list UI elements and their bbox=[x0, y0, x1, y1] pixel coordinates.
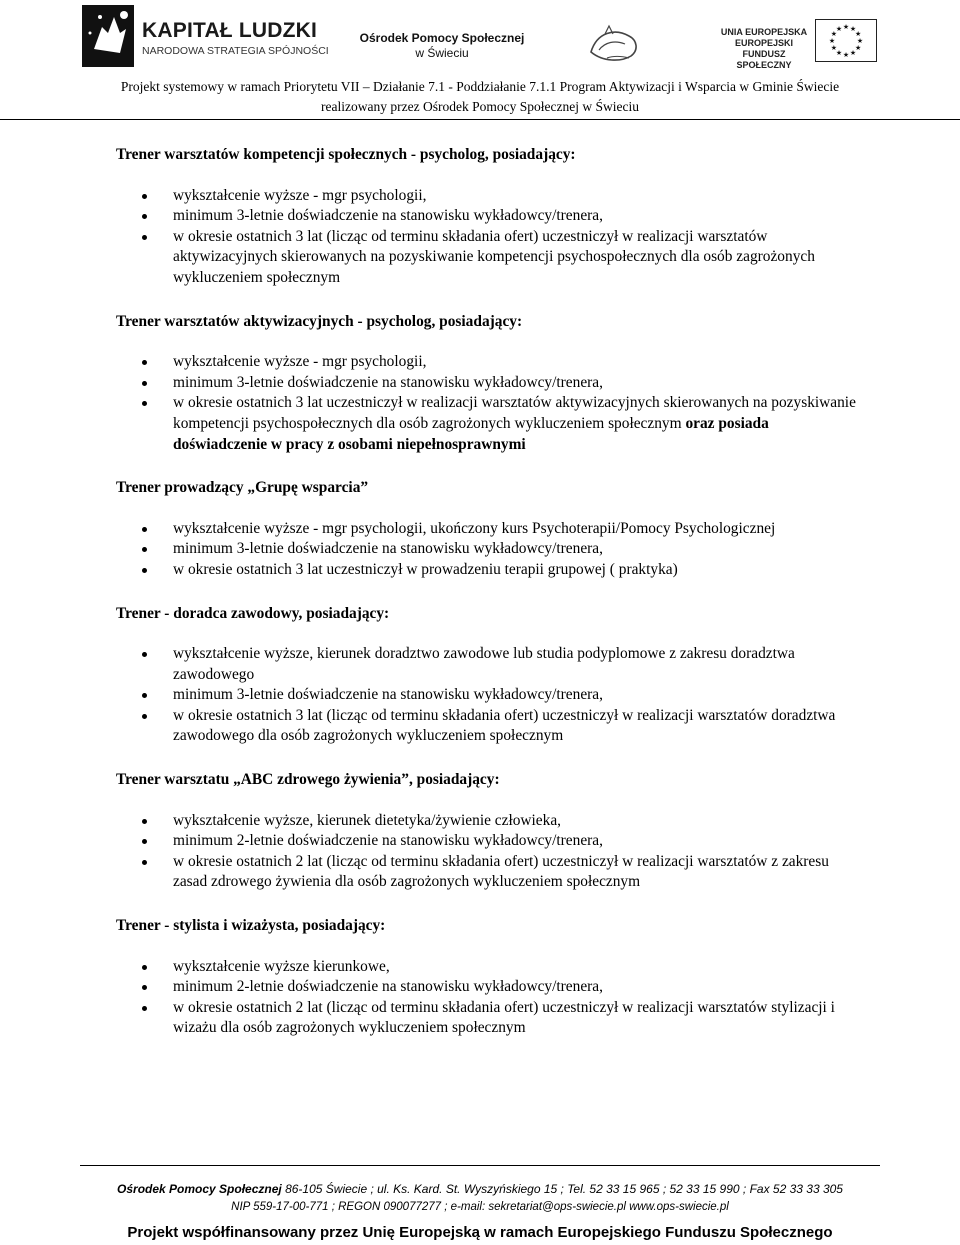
list-item: minimum 3-letnie doświadczenie na stanowisku wykładowcy/trenera, bbox=[173, 539, 856, 560]
list-item: w okresie ostatnich 3 lat (licząc od terminu składania ofert) uczestniczył w realizacji warsztatów doradztwa zawodowego dla osób zagrożonych wykluczeniem społecznym bbox=[173, 706, 856, 747]
kapital-ludzki-icon bbox=[80, 3, 140, 69]
section-title: Trener prowadzący „Grupę wsparcia” bbox=[116, 479, 369, 497]
list-item-bold-text: oraz posiada doświadczenie w pracy z osobami niepełnosprawnymi bbox=[173, 414, 769, 453]
section-psycholog-kompetencje bbox=[116, 145, 856, 289]
eu-line2: EUROPEJSKI bbox=[734, 38, 794, 48]
requirements-list bbox=[116, 644, 856, 747]
eu-star-icon: ★ bbox=[835, 49, 843, 58]
section-title: Trener warsztatów aktywizacyjnych - psycholog, posiadający: bbox=[116, 312, 523, 330]
section-psycholog-aktywizacja bbox=[116, 312, 856, 456]
ops-name bbox=[352, 31, 532, 61]
list-item: minimum 3-letnie doświadczenie na stanowisku wykładowcy/trenera, bbox=[173, 685, 856, 706]
section-grupa-wsparcia bbox=[116, 478, 856, 580]
list-item: minimum 2-letnie doświadczenie na stanowisku wykładowcy/trenera, bbox=[173, 831, 856, 852]
section-doradca-zawodowy bbox=[116, 604, 856, 748]
eu-star-icon: ★ bbox=[830, 44, 838, 52]
page-header bbox=[0, 0, 960, 120]
kapital-ludzki-logo bbox=[80, 3, 329, 69]
list-item: w okresie ostatnich 3 lat (licząc od terminu składania ofert) uczestniczył w realizacji warsztatów aktywizacyjnych skierowanych na pozyskiwanie kompetencji psychospołecznych dla osób zagrożonych wykluczeniem społecznym bbox=[173, 227, 856, 289]
eu-star-icon: ★ bbox=[828, 37, 836, 45]
list-item-text: w okresie ostatnich 3 lat uczestniczył w realizacji warsztatów aktywizacyjnych skierowanych na pozyskiwanie kompetencji psychospołecznych dla osób zagrożonych wykluczeniem społecznym bbox=[173, 394, 856, 432]
ops-swiecie-icon bbox=[585, 22, 645, 66]
eu-line3: FUNDUSZ SPOŁECZNY bbox=[736, 49, 792, 70]
list-item: w okresie ostatnich 2 lat (licząc od terminu składania ofert) uczestniczył w realizacji warsztatów stylizacji i wizażu dla osób zagrożonych wykluczeniem społecznym bbox=[173, 998, 856, 1039]
eu-line1: UNIA EUROPEJSKA bbox=[720, 27, 808, 37]
list-item: minimum 3-letnie doświadczenie na stanowisku wykładowcy/trenera, bbox=[173, 206, 856, 227]
section-title: Trener - stylista i wizażysta, posiadający: bbox=[116, 917, 386, 935]
footer-cofinancing: Projekt współfinansowany przez Unię Europejską w ramach Europejskiego Funduszu Społecznego bbox=[127, 1224, 833, 1241]
list-item: wykształcenie wyższe - mgr psychologii, ukończony kurs Psychoterapii/Pomocy Psychologicznej bbox=[173, 519, 856, 540]
requirements-list bbox=[116, 352, 856, 455]
eu-star-icon: ★ bbox=[856, 37, 864, 45]
list-item: minimum 3-letnie doświadczenie na stanowisku wykładowcy/trenera, bbox=[173, 373, 856, 394]
footer-org-details: 86-105 Świecie ; ul. Ks. Kard. St. Wyszyńskiego 15 ; Tel. 52 33 15 965 ; 52 33 15 990 ; Fax 52 33 33 305 bbox=[281, 1182, 843, 1196]
kapital-ludzki-subtitle: NARODOWA STRATEGIA SPÓJNOŚCI bbox=[142, 45, 329, 57]
requirements-list bbox=[116, 519, 856, 581]
footer-contact: NIP 559-17-00-771 ; REGON 090077277 ; e-mail: sekretariat@ops-swiecie.pl www.ops-swiecie.pl bbox=[231, 1201, 729, 1213]
section-abc-zywienia bbox=[116, 770, 856, 893]
project-line-1: Projekt systemowy w ramach Priorytetu VII – Działanie 7.1 - Poddziałanie 7.1.1 Program Aktywizacji i Wsparcia w Gminie Świecie bbox=[120, 79, 840, 94]
footer-address bbox=[0, 1182, 960, 1196]
eu-star-icon: ★ bbox=[830, 30, 838, 38]
list-item: w okresie ostatnich 3 lat uczestniczył w prowadzeniu terapii grupowej ( praktyka) bbox=[173, 560, 856, 581]
list-item: wykształcenie wyższe, kierunek dietetyka/żywienie człowieka, bbox=[173, 811, 856, 832]
requirements-list bbox=[116, 811, 856, 893]
section-title: Trener warsztatu „ABC zdrowego żywienia”, posiadający: bbox=[116, 771, 500, 789]
eu-star-icon: ★ bbox=[842, 23, 850, 31]
eu-star-icon: ★ bbox=[854, 44, 862, 52]
project-line-2: realizowany przez Ośrodek Pomocy Społecznej w Świeciu bbox=[321, 99, 639, 114]
ops-name-line1: Ośrodek Pomocy Społecznej bbox=[359, 31, 525, 45]
list-item: wykształcenie wyższe - mgr psychologii, bbox=[173, 186, 856, 207]
kapital-ludzki-title: KAPITAŁ LUDZKI bbox=[142, 19, 318, 42]
requirements-list bbox=[116, 957, 856, 1039]
list-item bbox=[173, 393, 856, 455]
eu-star-icon: ★ bbox=[849, 24, 857, 33]
ops-name-line2: w Świeciu bbox=[415, 46, 469, 60]
eu-flag-icon bbox=[815, 19, 877, 62]
eu-star-icon: ★ bbox=[842, 51, 850, 59]
section-title: Trener - doradca zawodowy, posiadający: bbox=[116, 604, 390, 622]
list-item: wykształcenie wyższe, kierunek doradztwo zawodowe lub studia podyplomowe z zakresu doradztwa zawodowego bbox=[173, 644, 856, 685]
eu-star-icon: ★ bbox=[849, 49, 857, 58]
list-item: minimum 2-letnie doświadczenie na stanowisku wykładowcy/trenera, bbox=[173, 977, 856, 998]
eu-star-icon: ★ bbox=[854, 30, 862, 38]
footer-org-name: Ośrodek Pomocy Społecznej bbox=[117, 1182, 282, 1196]
ops-swiecie-logo bbox=[585, 22, 645, 66]
document-body bbox=[116, 145, 856, 1062]
footer-divider bbox=[80, 1165, 880, 1166]
list-item: wykształcenie wyższe kierunkowe, bbox=[173, 957, 856, 978]
section-title: Trener warsztatów kompetencji społecznych - psycholog, posiadający: bbox=[116, 146, 576, 163]
eu-star-icon: ★ bbox=[835, 24, 843, 33]
header-divider bbox=[0, 119, 960, 120]
eu-flag bbox=[815, 19, 877, 62]
list-item: wykształcenie wyższe - mgr psychologii, bbox=[173, 352, 856, 373]
requirements-list bbox=[116, 186, 856, 289]
section-stylista-wizazysta bbox=[116, 916, 856, 1039]
list-item: w okresie ostatnich 2 lat (licząc od terminu składania ofert) uczestniczył w realizacji warsztatów z zakresu zasad zdrowego żywienia dla osób zagrożonych wykluczeniem społecznym bbox=[173, 852, 856, 893]
eu-text bbox=[718, 27, 810, 71]
